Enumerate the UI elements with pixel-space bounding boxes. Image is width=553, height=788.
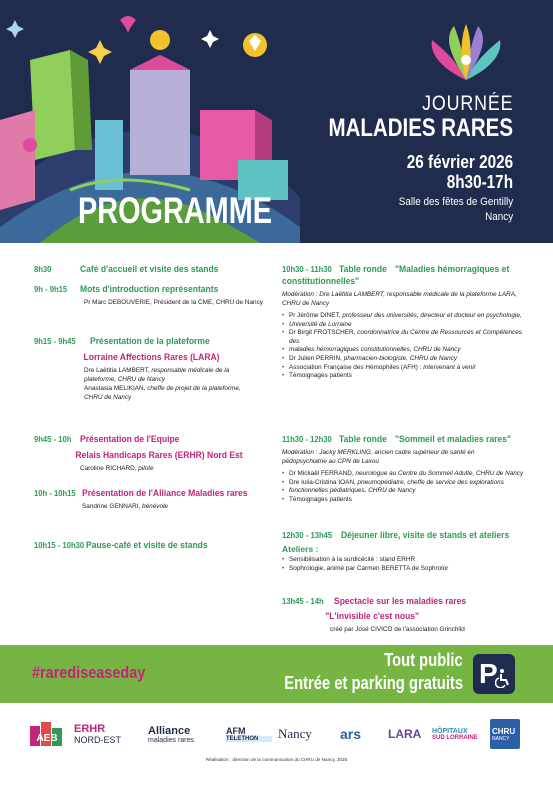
speaker-role-cont: CHRU de Nancy xyxy=(84,394,132,401)
speaker-role: bénévole xyxy=(142,503,168,510)
event-date: 26 février 2026 xyxy=(406,152,513,172)
speaker-bullet: • Association Française des Hémophiles (AFH) : intervenant à venir xyxy=(282,364,532,373)
item-time: 9h - 9h15 xyxy=(34,284,68,294)
header-banner xyxy=(0,0,553,243)
item-time: 8h30 xyxy=(34,264,52,274)
item-title-line2: constitutionnelles" xyxy=(282,276,360,287)
speakers-list xyxy=(282,470,532,504)
journee-logo-icon xyxy=(424,20,508,90)
item-label: Table ronde xyxy=(339,264,388,275)
item-title: Mots d'introduction représentants xyxy=(80,284,219,295)
item-time: 10h30 - 11h30 xyxy=(282,264,332,274)
hashtag[interactable]: #rarediseaseday xyxy=(32,663,146,682)
item-time: 13h45 - 14h xyxy=(282,596,324,606)
speaker-bullet: • Témoignages patients xyxy=(282,496,532,505)
credit-line: Réalisation : direction de la communication du CHRU de Nancy, 2025 xyxy=(205,757,348,762)
nancy-logo: Nancy xyxy=(278,726,312,741)
erhr-logo: ERHR NORD-EST xyxy=(74,723,121,745)
item-speaker: Pr Marc DEBOUVERIE, Président de la CME, CHRU de Nancy xyxy=(84,299,263,306)
item-title: Café d'accueil et visite des stands xyxy=(80,264,219,275)
program-item xyxy=(282,530,532,573)
afm-telethon-logo: AFM TELETHON xyxy=(226,712,272,756)
atelier-bullet: • Sophrologie, animé par Carmen BERETTA de Sophrolor xyxy=(282,565,532,574)
speaker-role: pilote xyxy=(138,465,154,472)
program-item xyxy=(34,488,270,511)
item-title: "Sommeil et maladies rares" xyxy=(395,434,512,445)
speaker-name: Caroline RICHARD, xyxy=(80,465,139,472)
item-title: Présentation de la plateforme xyxy=(90,336,210,347)
item-title: Spectacle sur les maladies rares xyxy=(334,596,467,607)
lara-logo: LARA xyxy=(388,727,422,741)
moderation: Modération : Dre Laëtitia LAMBERT, responsable médicale de la plateforme LARA, xyxy=(282,291,517,298)
speaker-bullet: • Dr Birgit FROTSCHER, coordonnatrice du Centre de Ressources et Compétences des xyxy=(282,329,532,346)
speaker-bullet: • Dr Mickaël FERRAND, neurologue au Centre du Sommeil Adulte, CHRU de Nancy xyxy=(282,470,532,479)
program-item xyxy=(282,434,532,504)
speaker-name: Anastasia MELIKIAN, xyxy=(84,385,148,392)
speaker-bullet: • Pr Jérôme DINET, professeur des universités, directeur et docteur en psychologie, xyxy=(282,312,532,321)
audience-text: Tout public xyxy=(384,650,463,670)
item-title-line2: Lorraine Affections Rares (LARA) xyxy=(83,352,220,363)
item-title-line2: Relais Handicaps Rares (ERHR) Nord Est xyxy=(75,450,243,461)
speaker-role: responsable médicale de la xyxy=(151,367,230,374)
item-title: Présentation de l'Equipe xyxy=(80,434,180,445)
ateliers-list xyxy=(282,556,532,573)
ars-logo: ars xyxy=(340,726,362,742)
speaker-name: Sandrine GENNARI, xyxy=(82,503,143,510)
parking-accessible-icon: P xyxy=(473,654,515,694)
event-title-line2: MALADIES RARES xyxy=(328,114,513,142)
program-item xyxy=(34,336,270,402)
speakers-list xyxy=(282,312,532,381)
speaker-role: cheffe de projet de la plateforme, xyxy=(147,385,241,392)
speaker-bullet: • Dre Iulia-Cristina IOAN, pneumopédiatre, cheffe de service des explorations xyxy=(282,479,532,488)
event-title-line1: JOURNÉE xyxy=(421,92,513,115)
parking-text: Entrée et parking gratuits xyxy=(284,673,463,693)
moderation-cont: pédopsychiatrie au CPN de Laxou xyxy=(282,458,379,465)
info-band xyxy=(0,645,553,703)
ateliers-heading: Ateliers : xyxy=(282,544,319,554)
chru-nancy-logo: CHRU NANCY xyxy=(490,719,520,749)
event-hours: 8h30-17h xyxy=(446,172,513,192)
item-time: 9h45 - 10h xyxy=(34,434,72,444)
item-time: 11h30 - 12h30 xyxy=(282,434,332,444)
program-item xyxy=(282,596,532,634)
item-title: Déjeuner libre, visite de stands et ateliers xyxy=(340,530,509,541)
speaker-bullet-cont: • maladies hémorragiques constitutionnelles, CHRU de Nancy xyxy=(282,346,532,355)
hopitaux-sud-lorraine-logo: HÔPITAUX SUD LORRAINE xyxy=(432,727,478,741)
program-item xyxy=(34,284,270,307)
speaker-bullet: • Témoignages patients xyxy=(282,372,532,381)
programme-title: PROGRAMME xyxy=(78,190,273,231)
program-item xyxy=(34,264,270,276)
item-title: "Maladies hémorragiques et xyxy=(395,264,510,275)
event-venue: Salle des fêtes de Gentilly xyxy=(398,196,513,208)
speaker-bullet-cont: • Université de Lorraine xyxy=(282,321,532,330)
speaker-bullet: • Dr Julien PERRIN, pharmacien-biologiste, CHRU de Nancy xyxy=(282,355,532,364)
speaker-name: Dre Laëtitia LAMBERT, xyxy=(84,367,152,374)
item-time: 12h30 - 13h45 xyxy=(282,530,333,540)
partner-logos xyxy=(28,712,528,756)
aeb-logo xyxy=(28,712,66,756)
program-item xyxy=(282,264,532,381)
item-time: 10h15 - 10h30 xyxy=(34,540,85,550)
program-item xyxy=(34,434,270,473)
item-title: Pause-café et visite de stands xyxy=(86,540,208,551)
speaker-bullet-cont: • fonctionnelles pédiatriques, CHRU de Nancy xyxy=(282,487,532,496)
program-item xyxy=(34,540,270,552)
item-credit: créé par José CIVICO de l'association Grinchild xyxy=(330,626,465,633)
event-city: Nancy xyxy=(484,211,513,223)
moderation: Modération : Jacky MERKLING, ancien cadre supérieur de santé en xyxy=(282,449,475,456)
alliance-logo: Alliance maladies rares xyxy=(148,724,194,744)
atelier-bullet: • Sensibilisation à la surdicécité : stand ERHR xyxy=(282,556,532,565)
item-label: Table ronde xyxy=(339,434,388,445)
item-time: 10h - 10h15 xyxy=(34,488,76,498)
item-time: 9h15 - 9h45 xyxy=(34,336,76,346)
item-title: Présentation de l'Alliance Maladies rares xyxy=(82,488,248,499)
moderation-cont: CHRU de Nancy xyxy=(282,300,330,307)
svg-text:AEB: AEB xyxy=(36,733,58,744)
speaker-role-cont: plateforme, CHRU de Nancy xyxy=(84,376,165,383)
item-title-line2: "L'invisible c'est nous" xyxy=(325,611,420,622)
